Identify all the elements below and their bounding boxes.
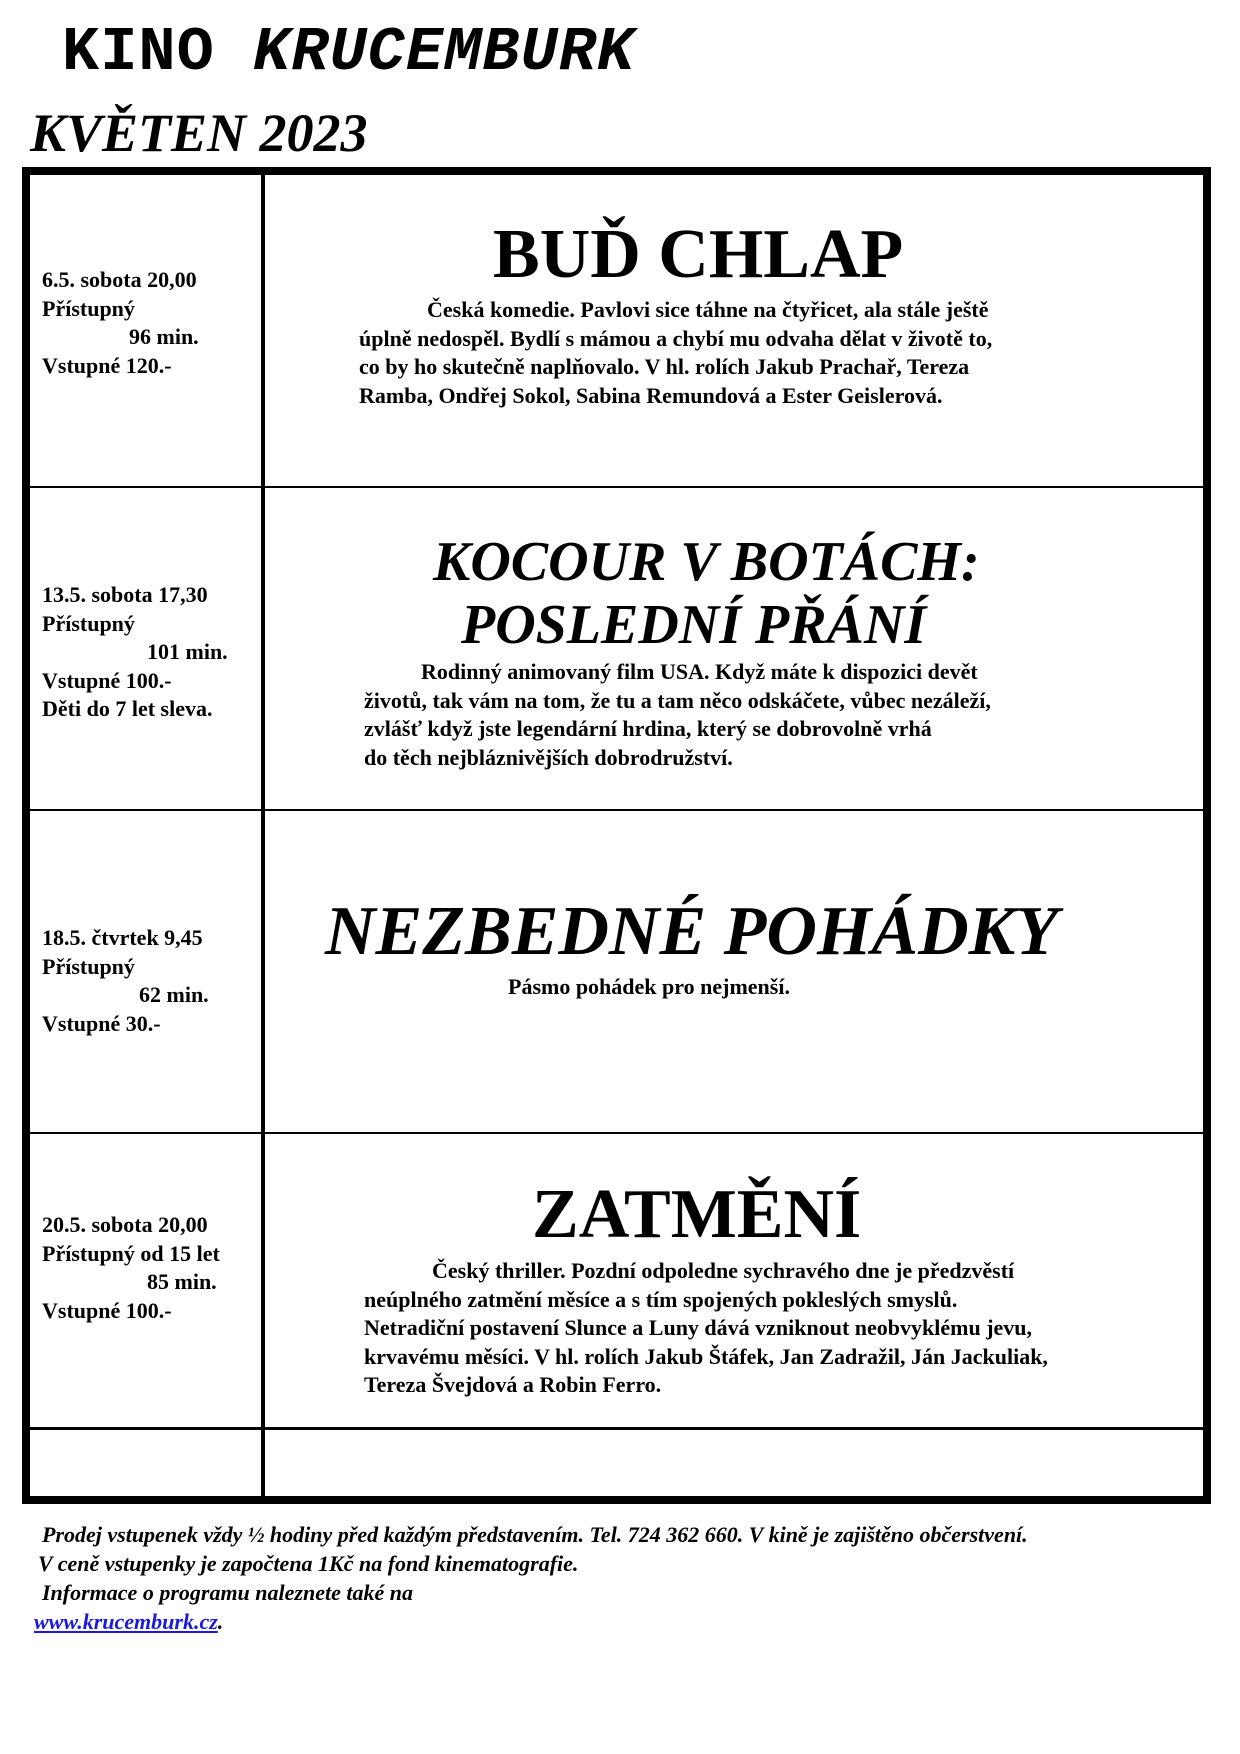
film-title: ZATMĚNÍ (532, 1176, 862, 1253)
age-rating: Přístupný (42, 610, 135, 636)
footer-line: Informace o programu naleznete také na (42, 1580, 413, 1605)
cinema-prefix: KINO (62, 17, 215, 88)
month-title: KVĚTEN 2023 (30, 103, 368, 163)
cinema-name: KRUCEMBURK (253, 17, 636, 88)
screening-date: 13.5. sobota 17,30 (42, 582, 208, 607)
cinema-title (62, 17, 636, 88)
ticket-price: Vstupné 100.- (42, 667, 172, 693)
screening-info (42, 266, 199, 380)
ticket-price: Vstupné 30.- (42, 1010, 161, 1036)
age-rating: Přístupný (42, 295, 135, 321)
row-divider (22, 809, 1211, 811)
film-description: Česká komedie. Pavlovi sice táhne na čtyřicet, ala stále ještě úplně nedospěl. Bydlí s mámou a chybí mu odvaha dělat v životě to, co by ho skutečně naplňovalo. V hl. rolích Jakub Prachař, Tereza Ramba, Ondřej Sokol, Sabina Remundová a Ester Geislerová. (359, 297, 993, 408)
screening-info (42, 1211, 220, 1325)
film-title: BUĎ CHLAP (493, 216, 904, 293)
screening-date: 6.5. sobota 20,00 (42, 267, 197, 292)
ticket-price: Vstupné 120.- (42, 352, 172, 378)
footer-notes (36, 1520, 1028, 1636)
duration: 101 min. (147, 639, 228, 664)
film-title: KOCOUR V BOTÁCH: (433, 531, 980, 593)
film-description: Pásmo pohádek pro nejmenší. (508, 974, 790, 999)
film-title: NEZBEDNÉ POHÁDKY (325, 893, 1059, 970)
column-divider (261, 167, 265, 1504)
film-description: Český thriller. Pozdní odpoledne sychravého dne je předzvěstí neúplného zatmění měsíce a s tím spojených pokleslých smyslů. Netradiční postavení Slunce a Luny dává vzniknout neobvyklému jevu, krvavému měsíci. V hl. rolích Jakub Štáfek, Jan Zadražil, Ján Jackuliak, Tereza Švejdová a Robin Ferro. (364, 1258, 1048, 1397)
film-description: Rodinný animovaný film USA. Když máte k dispozici devět životů, tak vám na tom, že tu a tam něco odskáčete, vůbec nezáleží, zvlášť když jste legendární hrdina, který se dobrovolně vrhá do těch nejbláznivějších dobrodružství. (364, 659, 991, 770)
duration: 85 min. (147, 1269, 217, 1294)
duration: 96 min. (129, 324, 199, 349)
duration: 62 min. (139, 982, 209, 1007)
discount-note: Děti do 7 let sleva. (42, 696, 213, 721)
film-title: POSLEDNÍ PŘÁNÍ (461, 594, 927, 656)
screening-date: 20.5. sobota 20,00 (42, 1212, 208, 1237)
screening-date: 18.5. čtvrtek 9,45 (42, 925, 203, 950)
footer-line: Prodej vstupenek vždy ½ hodiny před každým představením. Tel. 724 362 660. V kině je zajištěno občerstvení. (42, 1522, 1028, 1547)
screening-info (42, 581, 228, 724)
row-divider (22, 486, 1211, 488)
website-link[interactable]: www.krucemburk.cz (34, 1609, 218, 1634)
row-divider (22, 1132, 1211, 1134)
link-suffix: . (217, 1609, 224, 1634)
row-divider (22, 1427, 1211, 1430)
age-rating: Přístupný od 15 let (42, 1240, 220, 1266)
footer-link-line (36, 1607, 1028, 1636)
ticket-price: Vstupné 100.- (42, 1297, 172, 1323)
footer-line: V ceně vstupenky je započtena 1Kč na fond kinematografie. (38, 1551, 579, 1576)
screening-info (42, 924, 209, 1038)
age-rating: Přístupný (42, 953, 135, 979)
